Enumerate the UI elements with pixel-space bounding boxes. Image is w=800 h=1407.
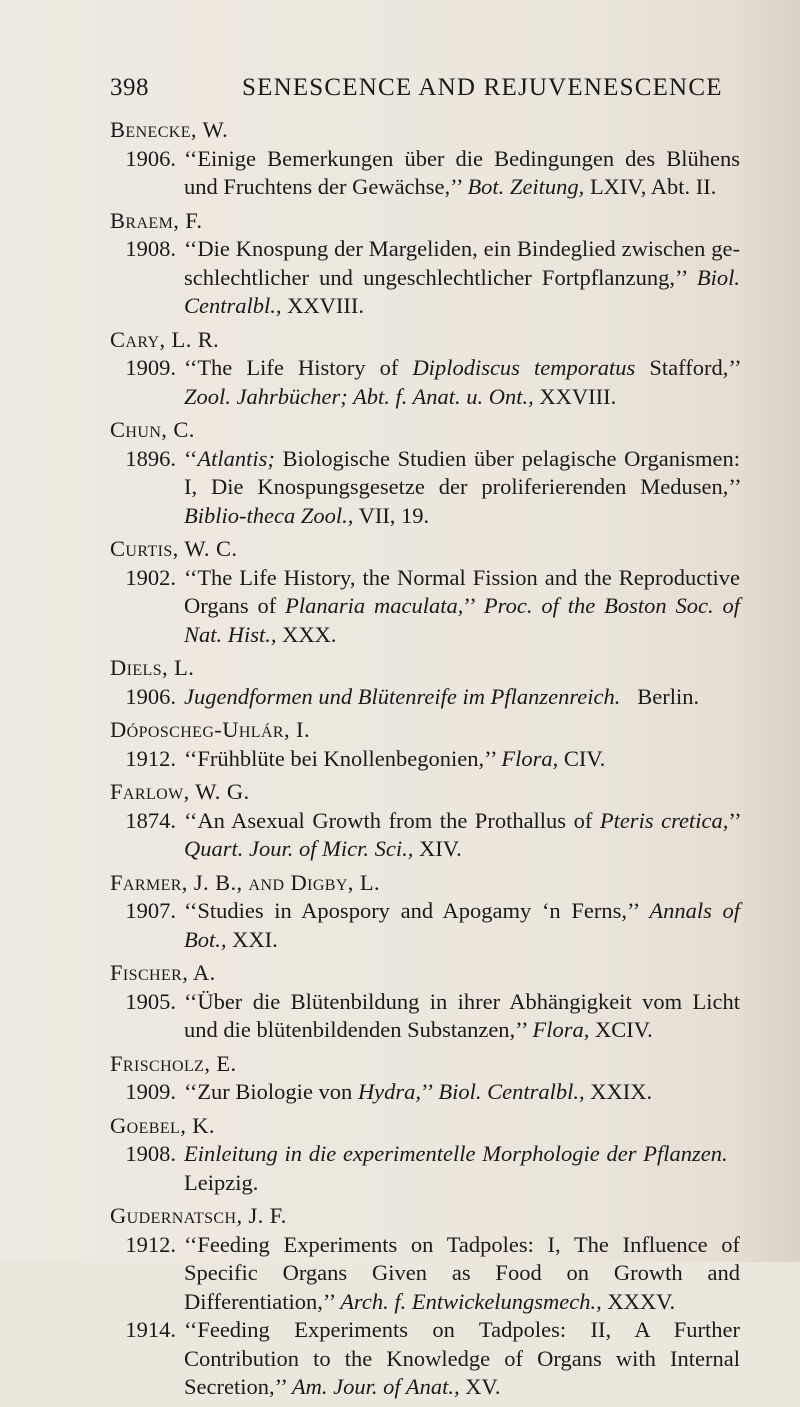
work-detail: XXXV. <box>607 1288 676 1314</box>
bibliography-entry <box>110 959 740 1045</box>
work-year: 1914. <box>125 1317 176 1342</box>
work-source: Biol. Centralbl., <box>184 264 741 318</box>
work-title: ‘‘Feeding Experiments on Tadpoles: II, A Further Contribution to the Knowledge of Organs with Internal Secretion,’’ <box>184 1317 740 1399</box>
work-detail: XXVIII. <box>287 293 364 318</box>
work-detail: XXVIII. <box>539 383 617 409</box>
work-book-title: Jugendformen und Blütenreife im Pflanzenreich. <box>184 683 621 709</box>
work-source: Proc. of the Boston Soc. of Nat. Hist., <box>184 593 740 647</box>
work-detail: XV. <box>465 1374 501 1399</box>
entry-author: Cary, L. R. <box>110 326 220 352</box>
entry-work <box>110 988 740 1045</box>
work-title: ‘‘Die Knospung der Margeliden, ein Bindeglied zwischen ge-schlechtlicher und ungeschlechtlicher Fortpflanzung,’’ <box>184 236 740 290</box>
entry-work <box>110 1078 740 1107</box>
work-year: 1902. <box>125 564 176 590</box>
work-title-end: ’’ <box>421 1079 433 1104</box>
work-reference <box>184 897 740 954</box>
work-title: ‘‘Über die Blütenbildung in ihrer Abhängigkeit vom Licht und die blütenbildenden Substanzen,’’ <box>184 988 740 1042</box>
entry-work <box>110 807 740 864</box>
entry-author: Goebel, K. <box>110 1112 215 1138</box>
entry-author: Farmer, J. B., and Digby, L. <box>110 869 381 895</box>
work-year: 1906. <box>125 145 176 171</box>
work-reference <box>184 1078 740 1107</box>
entry-author: Diels, L. <box>110 655 195 680</box>
entry-work <box>110 354 740 411</box>
entry-work <box>110 745 740 774</box>
work-reference <box>184 235 740 321</box>
bibliography-entry <box>110 416 740 530</box>
work-reference <box>184 745 740 774</box>
work-year: 1896. <box>125 445 176 471</box>
entry-author: Frischolz, E. <box>110 1050 237 1076</box>
entry-author: Benecke, W. <box>110 117 229 142</box>
bibliography-entry <box>110 116 740 202</box>
work-reference <box>184 683 740 712</box>
work-title-end: ’’ <box>463 593 476 618</box>
bibliography-entry <box>110 535 740 649</box>
work-place: Berlin. <box>637 683 700 709</box>
work-detail: VII, 19. <box>358 502 430 528</box>
work-title: ‘‘Frühblüte bei Knollenbegonien,’’ <box>184 745 496 771</box>
work-title-species: Hydra, <box>357 1079 422 1104</box>
work-title-start: ‘‘Zur Biologie von <box>184 1079 353 1104</box>
entry-work <box>110 897 740 954</box>
work-title-end: Stafford,’’ <box>649 355 740 380</box>
work-place: Leipzig. <box>184 1169 259 1195</box>
work-year: 1908. <box>125 236 176 261</box>
work-source: Flora, <box>532 1017 590 1042</box>
work-source: Quart. Jour. of Micr. Sci., <box>184 836 414 861</box>
bibliography-entry <box>110 207 740 321</box>
work-title-start: ‘‘The Life History, the Normal Fission and the Reproductive Organs of <box>184 564 740 618</box>
work-title-start: ‘‘An Asexual Growth from the Prothallus of <box>184 807 593 833</box>
entry-work <box>110 683 740 712</box>
work-detail: XCIV. <box>594 1017 653 1042</box>
work-detail: CIV. <box>563 745 606 771</box>
work-year: 1909. <box>125 355 176 380</box>
bibliography-entry <box>110 1202 740 1402</box>
bibliography-entry <box>110 1050 740 1107</box>
work-year: 1909. <box>125 1079 176 1104</box>
entry-work <box>110 564 740 650</box>
work-detail: LXIV, Abt. II. <box>589 174 717 199</box>
work-title-end: ’’ <box>728 807 740 833</box>
work-reference <box>184 145 740 202</box>
work-year: 1905. <box>125 988 176 1014</box>
work-source: Zool. Jahrbücher; Abt. f. Anat. u. Ont., <box>184 383 534 409</box>
work-reference <box>184 1316 740 1402</box>
work-reference <box>184 807 740 864</box>
work-year: 1912. <box>125 1231 176 1257</box>
entry-author: Braem, F. <box>110 207 203 233</box>
work-title: ‘‘Studies in Apospory and Apogamy ‘n Ferns,’’ <box>184 898 639 923</box>
work-title: ‘‘Feeding Experiments on Tadpoles: I, The Influence of Specific Organs Given as Food on Growth and Differentiation,’’ <box>184 1231 740 1314</box>
work-source: Annals of Bot., <box>184 898 741 952</box>
work-title-quote: ‘‘ <box>184 445 198 471</box>
work-reference <box>184 445 740 531</box>
work-detail: XIV. <box>419 836 462 861</box>
bibliography-entry <box>110 778 740 864</box>
entry-author: Curtis, W. C. <box>110 536 238 561</box>
work-title-italic: Atlantis; <box>197 445 275 471</box>
work-year: 1906. <box>125 683 176 709</box>
bibliography-entry <box>110 1112 740 1198</box>
running-title: SENESCENCE AND REJUVENESCENCE <box>242 74 723 101</box>
work-source: Flora, <box>501 745 559 771</box>
work-year: 1907. <box>125 898 176 923</box>
bibliography-entry <box>110 654 740 711</box>
page-number: 398 <box>110 74 149 101</box>
work-title-species: Pteris cretica, <box>599 807 729 833</box>
work-title-end: Biologische Studien über pelagische Organismen: I, Die Knospungsgesetze der proliferierenden Medusen,’’ <box>184 445 741 499</box>
work-reference <box>184 354 740 411</box>
work-source: Am. Jour. of Anat., <box>291 1374 460 1399</box>
entry-work <box>110 1231 740 1317</box>
work-detail: XXI. <box>232 926 278 952</box>
entry-work <box>110 235 740 321</box>
entry-work <box>110 445 740 531</box>
work-title-start: ‘‘The Life History of <box>184 355 399 380</box>
bibliography-list <box>110 116 740 1407</box>
entry-author: Dóposcheg-Uhlár, I. <box>110 717 310 742</box>
work-source: Bot. Zeitung, <box>467 174 585 199</box>
work-year: 1908. <box>125 1141 176 1166</box>
work-reference <box>184 564 740 650</box>
work-title: ‘‘Einige Bemerkungen über die Bedingungen des Blühens und Fruchtens der Gewächse,’’ <box>184 145 740 199</box>
entry-work <box>110 1140 740 1197</box>
work-book-title: Einleitung in die experimentelle Morphologie der Pflanzen. <box>184 1141 728 1166</box>
work-detail: XXX. <box>282 621 337 647</box>
bibliography-entry <box>110 326 740 412</box>
entry-author: Farlow, W. G. <box>110 779 250 804</box>
bibliography-entry <box>110 716 740 773</box>
entry-work <box>110 1316 740 1402</box>
work-source: Arch. f. Entwickelungsmech., <box>340 1288 602 1314</box>
work-title-species: Planaria maculata, <box>285 593 464 618</box>
work-reference <box>184 1231 740 1317</box>
entry-author: Fischer, A. <box>110 960 216 985</box>
work-reference <box>184 988 740 1045</box>
work-source: Biblio-theca Zool., <box>184 502 354 528</box>
work-year: 1874. <box>125 807 176 833</box>
work-source: Biol. Centralbl., <box>438 1079 585 1104</box>
entry-work <box>110 145 740 202</box>
bibliography-entry <box>110 869 740 955</box>
entry-author: Gudernatsch, J. F. <box>110 1203 287 1228</box>
work-detail: XXIX. <box>590 1079 653 1104</box>
work-title-species: Diplodiscus temporatus <box>412 355 636 380</box>
work-year: 1912. <box>125 745 176 771</box>
work-reference <box>184 1140 740 1197</box>
entry-author: Chun, C. <box>110 417 195 442</box>
